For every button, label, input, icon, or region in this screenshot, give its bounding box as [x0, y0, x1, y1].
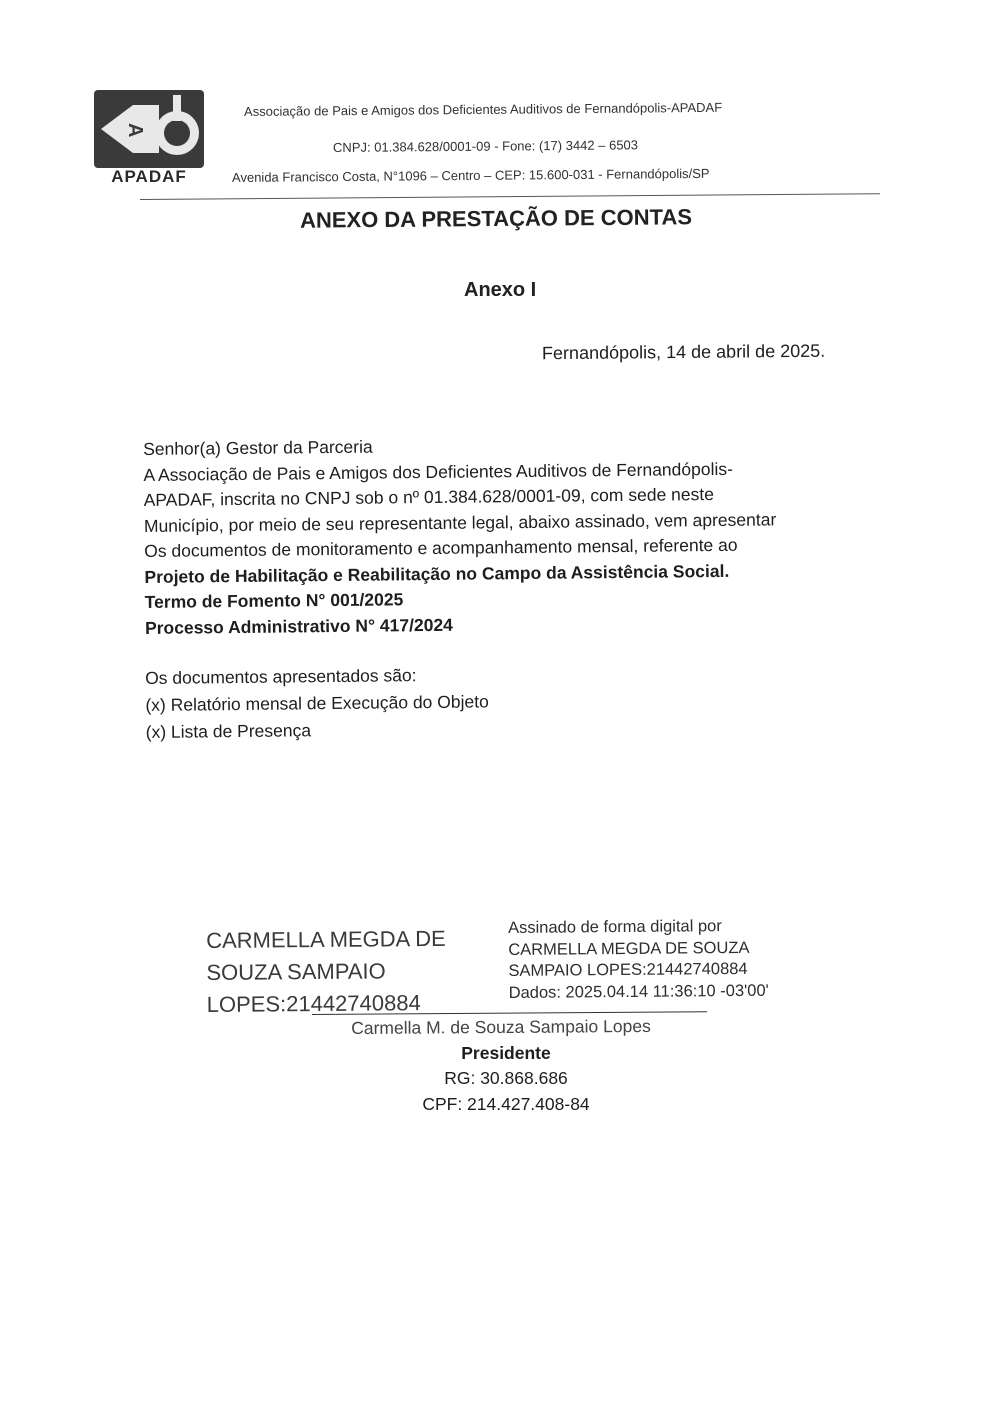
signer-cpf: CPF: 214.427.408-84 [422, 1094, 590, 1114]
document-item: (x) Lista de Presença [145, 720, 312, 742]
signer-role: Presidente [461, 1043, 551, 1063]
body-line: A Associação de Pais e Amigos dos Deficientes Auditivos de Fernandópolis- [143, 458, 733, 485]
svg-text:A: A [124, 123, 146, 138]
signature-meta-line: Assinado de forma digital por [508, 917, 722, 937]
body-line: APADAF, inscrita no CNPJ sob o nº 01.384.628/0001-09, com sede neste [143, 484, 715, 510]
signature-meta-line: CARMELLA MEGDA DE SOUZA [508, 938, 750, 959]
header-divider [140, 193, 880, 200]
org-address: Avenida Francisco Costa, N°1096 – Centro – CEP: 15.600-031 - Fernandópolis/SP [231, 165, 710, 185]
signature-name-line: LOPES:21442740884 [206, 990, 421, 1017]
ear-symbol-icon [93, 89, 205, 169]
body-line: Os documentos de monitoramento e acompanhamento mensal, referente ao [144, 534, 738, 561]
project-name: Projeto de Habilitação e Reabilitação no Campo da Assistência Social. [144, 560, 730, 587]
signer-rg: RG: 30.868.686 [444, 1068, 568, 1088]
signature-meta-line: SAMPAIO LOPES:21442740884 [508, 959, 748, 980]
digital-signature-meta [508, 916, 769, 1004]
signature-name-line: CARMELLA MEGDA DE [206, 925, 446, 953]
document-date: Fernandópolis, 14 de abril de 2025. [541, 340, 826, 364]
document-subtitle: Anexo I [464, 279, 537, 301]
signature-meta-line: Dados: 2025.04.14 11:36:10 -03'00' [508, 981, 769, 1002]
documents-list [145, 659, 746, 746]
documents-intro: Os documentos apresentados são: [145, 665, 417, 688]
fomento-term: Termo de Fomento N° 001/2025 [144, 589, 404, 612]
org-name: Associação de Pais e Amigos dos Deficientes Auditivos de Fernandópolis-APADAF [243, 99, 723, 119]
signer-name: Carmella M. de Souza Sampaio Lopes [351, 1015, 651, 1039]
signature-name-line: SOUZA SAMPAIO [206, 958, 386, 985]
body-line: Senhor(a) Gestor da Parceria [143, 436, 373, 459]
letter-body [143, 429, 865, 641]
digital-signature-name [206, 923, 446, 1021]
process-number: Processo Administrativo N° 417/2024 [144, 614, 453, 638]
document-title: ANEXO DA PRESTAÇÃO DE CONTAS [299, 204, 693, 233]
logo-text: APADAF [111, 167, 187, 186]
org-cnpj-phone: CNPJ: 01.384.628/0001-09 - Fone: (17) 3442 – 6503 [332, 137, 639, 155]
document-item: (x) Relatório mensal de Execução do Objeto [145, 691, 489, 715]
body-line: Município, por meio de seu representante legal, abaixo assinado, vem apresentar [143, 508, 777, 536]
apadaf-logo [93, 89, 205, 189]
